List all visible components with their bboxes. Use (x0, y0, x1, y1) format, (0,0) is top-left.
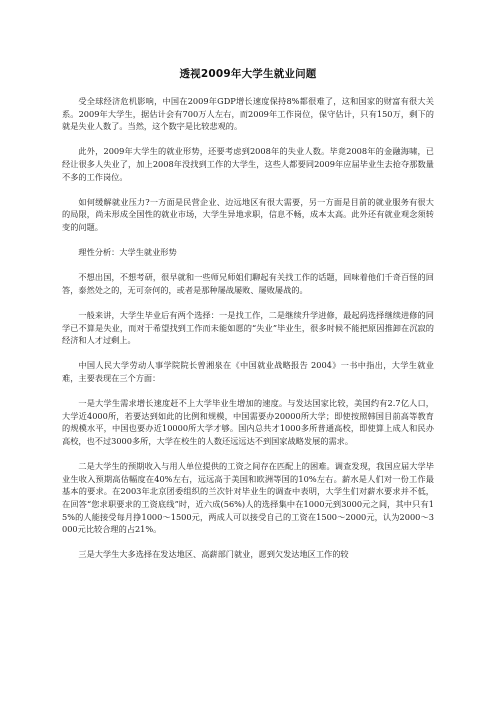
paragraph-1: 受全球经济危机影响，中国在2009年GDP增长速度保持8%都很难了，这和国家的财富有很大关系。2009年大学生，据估计会有700万人左右，而2009年工作岗位，保守估计，只有150万，剩下的就是失业人数了。当然，这个数字是比较悲观的。 (62, 96, 434, 132)
section-heading: 理性分析：大学生就业形势 (78, 247, 177, 258)
paragraph-5: 一般来讲，大学生毕业后有两个选择：一是找工作，二是继续升学进修，最起码选择继续进修的同学已不算是失业，而对于希望找到工作而未能如愿的“失业”毕业生，很多时候不能把原因推卸在沉寂的经济和人才过剩上。 (62, 310, 434, 346)
document-title: 透视2009年大学生就业问题 (179, 68, 317, 80)
paragraph-6: 中国人民大学劳动人事学院院长曾湘泉在《中国就业战略报告 2004》一书中指出，大学生就业难，主要表现在三个方面： (62, 360, 434, 384)
paragraph-7: 一是大学生需求增长速度赶不上大学毕业生增加的速度。与发达国家比较，美国约有2.7亿人口，大学近4000所，若要达到如此的比例和规模，中国需要办20000所大学；即使按照韩国目前高等教育的规模水平，中国也要办近10000所大学才够。国内总共才1000多所普通高校，即使算上成人和民办高校，也不过3000多所，大学在校生的人数还远远达不到国家战略发展的需求。 (62, 398, 434, 447)
paragraph-2: 此外，2009年大学生的就业形势，还要考虑到2008年的失业人数。毕竟2008年的金融海啸，已经让很多人失业了，加上2008年没找到工作的大学生，这些人都要同2009年应届毕业生去抢夺那数量不多的工作岗位。 (62, 146, 434, 182)
paragraph-8: 二是大学生的预期收入与用人单位提供的工资之间存在匹配上的困难。调查发现，我国应届大学毕业生收入预期高估幅度在40%左右，远远高于美国和欧洲等国的10%左右。薪水是人们对一份工作最基本的要求。在2003年北京团委组织的兰次针对毕业生的调查中表明，大学生们对薪水要求并不低，在回答“您求职要求的工资底线”时，近六成(56%)人的选择集中在1000元到3000元之间，其中只有15%的人能接受每月挣1000～1500元，两成人可以接受自己的工资在1500～2000元，认为2000～3000元比较合理的占21%。 (62, 461, 434, 535)
paragraph-3: 如何缓解就业压力?一方面是民营企业、边远地区有很大需要，另一方面是目前的就业服务有很大的局限，尚未形成全国性的就业市场，大学生异地求职，信息不畅，成本太高。此外还有就业观念须转变的问题。 (62, 196, 434, 232)
paragraph-9: 三是大学生大多选择在发达地区、高薪部门就业，愿到欠发达地区工作的较 (78, 549, 349, 560)
paragraph-4: 不想出国，不想考研，很早就和一些师兄师姐们聊起有关找工作的话题，回味着他们千奇百怪的回答，泰然处之的，无可奈何的，或者是那种屡战屡败、屡败屡战的。 (62, 272, 434, 295)
